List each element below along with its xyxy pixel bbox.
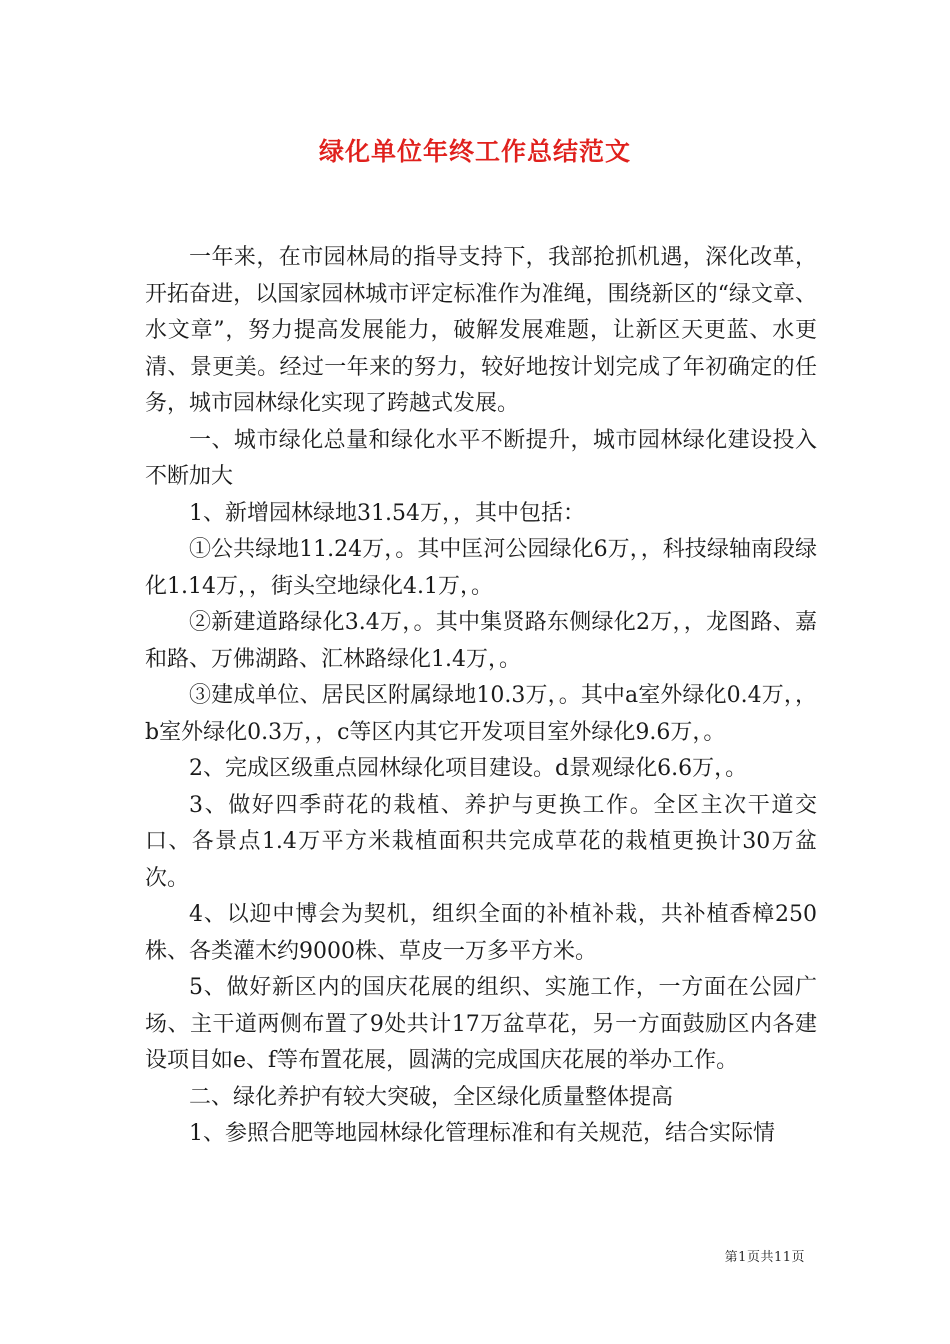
paragraph-item: 1、新增园林绿地31.54万，，其中包括： xyxy=(189,500,585,526)
paragraph-item: ①公共绿地11.24万，。其中匡河公园绿化6万，，科技绿轴南段绿化1.14万，，街头空地绿化4.1万，。 xyxy=(145,537,817,599)
paragraph-item: ②新建道路绿化3.4万，。其中集贤路东侧绿化2万，，龙图路、嘉和路、万佛湖路、汇林路绿化1.4万，。 xyxy=(145,610,817,672)
paragraph-item: 5、做好新区内的国庆花展的组织、实施工作，一方面在公园广场、主干道两侧布置了9处共计17万盆草花，另一方面鼓励区内各建设项目如e、f等布置花展，圆满的完成国庆花展的举办工作。 xyxy=(145,975,817,1073)
document-body xyxy=(145,240,817,1153)
paragraph-intro: 一年来，在市园林局的指导支持下，我部抢抓机遇，深化改革，开拓奋进，以国家园林城市评定标准作为准绳，围绕新区的“绿文章、水文章”，努力提高发展能力，破解发展难题，让新区天更蓝、水更清、景更美。经过一年来的努力，较好地按计划完成了年初确定的任务，城市园林绿化实现了跨越式发展。 xyxy=(145,245,817,416)
page-number-footer: 第1页共11页 xyxy=(724,1250,805,1265)
paragraph-item: 2、完成区级重点园林绿化项目建设。d景观绿化6.6万，。 xyxy=(189,756,748,781)
document-title: 绿化单位年终工作总结范文 xyxy=(318,137,631,166)
paragraph-item: 4、以迎中博会为契机，组织全面的补植补栽，共补植香樟250株、各类灌木约9000株、草皮一万多平方米。 xyxy=(145,902,817,964)
paragraph-item: 1、参照合肥等地园林绿化管理标准和有关规范，结合实际情 xyxy=(189,1121,775,1146)
paragraph-item: ③建成单位、居民区附属绿地10.3万，。其中a室外绿化0.4万，，b室外绿化0.3万，，c等区内其它开发项目室外绿化9.6万，。 xyxy=(145,683,817,745)
section-heading-2: 二、绿化养护有较大突破，全区绿化质量整体提高 xyxy=(189,1084,674,1110)
section-heading-1: 一、城市绿化总量和绿化水平不断提升，城市园林绿化建设投入不断加大 xyxy=(145,427,817,489)
paragraph-item: 3、做好四季莳花的栽植、养护与更换工作。全区主次干道交口、各景点1.4万平方米栽植面积共完成草花的栽植更换计30万盆次。 xyxy=(145,792,817,891)
